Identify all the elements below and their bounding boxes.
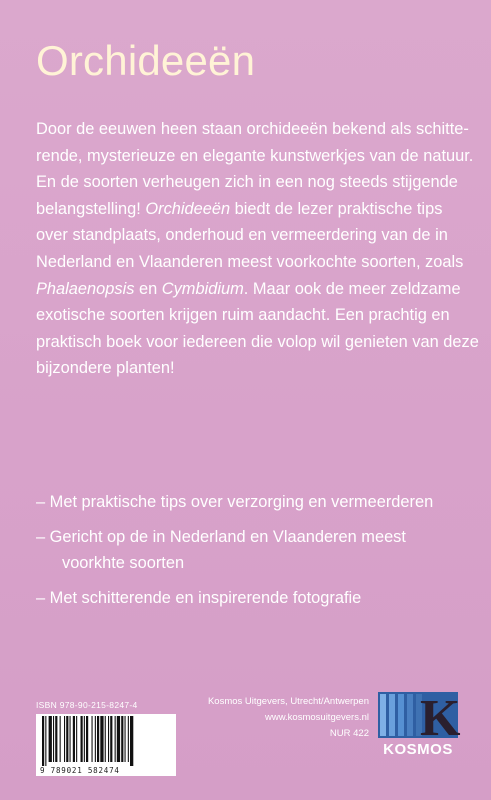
description-line — [36, 355, 456, 382]
description-line — [36, 249, 464, 276]
text-segment: over standplaats, onderhoud en vermeerdering van de in — [36, 226, 448, 245]
barcode-bar — [81, 716, 83, 762]
description-line — [36, 329, 479, 356]
description-line — [36, 169, 456, 196]
isbn-number: ISBN 978-90-215-8247-4 — [36, 700, 138, 710]
italic-text: Phalaenopsis — [36, 279, 135, 298]
description-text — [36, 116, 479, 382]
publisher-info — [208, 694, 369, 742]
barcode-bar — [95, 716, 96, 762]
logo-letter: K — [420, 690, 461, 740]
barcode-bar — [130, 716, 133, 766]
feature-item-3: – Met schitterende en inspirerende fotografie — [36, 588, 362, 607]
barcode-bar — [76, 716, 77, 762]
kosmos-logo — [372, 688, 464, 760]
barcode-bar — [55, 716, 57, 762]
text-segment: Nederland en Vlaanderen meest voorkochte soorten, zoals — [36, 252, 464, 271]
barcode-bar — [42, 716, 44, 766]
barcode-digits: 9 789021 582474 — [40, 766, 120, 775]
description-line — [36, 276, 461, 303]
barcode-bar — [64, 716, 65, 762]
barcode-bar — [60, 716, 61, 762]
barcode-bar — [84, 716, 85, 762]
feature-list — [36, 489, 466, 611]
italic-text: Cymbidium — [161, 279, 244, 298]
barcode-bar — [49, 716, 52, 762]
description-line — [36, 196, 456, 223]
barcode-bar — [66, 716, 68, 762]
feature-item-2-continued: voorkhte soorten — [62, 554, 185, 573]
barcode-bar — [86, 716, 88, 762]
barcode-bar — [105, 716, 106, 762]
barcode-bar — [115, 716, 116, 762]
barcode-bar — [92, 716, 93, 762]
barcode-bar — [110, 716, 112, 762]
barcode-bar — [45, 716, 46, 766]
barcode-bar — [53, 716, 54, 762]
publisher-website: www.kosmosuitgevers.nl — [264, 712, 369, 723]
text-segment: exotische soorten krijgen ruim aandacht. Een prachtig en — [36, 306, 450, 325]
barcode-bar — [100, 716, 103, 762]
barcode-block — [36, 700, 176, 784]
barcode-bar — [121, 716, 123, 762]
barcode-bar — [128, 716, 129, 762]
feature-item-1: – Met praktische tips over verzorging en vermeerderen — [36, 493, 434, 511]
barcode — [36, 714, 176, 776]
barcode-bar — [70, 716, 71, 762]
text-segment: biedt de lezer praktische tips — [230, 199, 443, 218]
kosmos-logo-icon — [372, 688, 464, 740]
feature-item-2: – Gericht op de in Nederland en Vlaanderen meest — [36, 527, 406, 546]
text-segment: Door de eeuwen heen staan orchideeën bekend als schitte- — [36, 120, 469, 138]
description-line — [36, 143, 474, 170]
text-segment: praktisch boek voor iedereen die volop wil genieten van deze — [36, 332, 479, 351]
text-segment: belangstelling! — [36, 199, 146, 218]
text-segment: en — [134, 279, 162, 298]
description-line — [36, 222, 456, 249]
description-line — [36, 116, 469, 143]
text-segment: bijzondere planten! — [36, 359, 175, 378]
barcode-bar — [108, 716, 109, 762]
barcode-bar — [117, 716, 120, 762]
nur-code: NUR 422 — [329, 728, 369, 739]
barcode-bar — [125, 716, 126, 762]
barcode-bar — [97, 716, 99, 762]
book-title: Orchideeën — [36, 37, 256, 84]
text-segment: rende, mysterieuze en elegante kunstwerkjes van de natuur. — [36, 146, 474, 165]
italic-text: Orchideeën — [145, 199, 231, 218]
description-line — [36, 302, 456, 329]
text-segment: En de soorten verheugen zich in een nog steeds stijgende — [36, 173, 458, 192]
text-segment: . Maar ook de meer zeldzame — [243, 279, 461, 298]
barcode-bar — [73, 716, 75, 762]
barcode-bars — [36, 714, 176, 766]
publisher-name: Kosmos Uitgevers, Utrecht/Antwerpen — [207, 696, 369, 707]
logo-wordmark: KOSMOS — [383, 741, 453, 758]
